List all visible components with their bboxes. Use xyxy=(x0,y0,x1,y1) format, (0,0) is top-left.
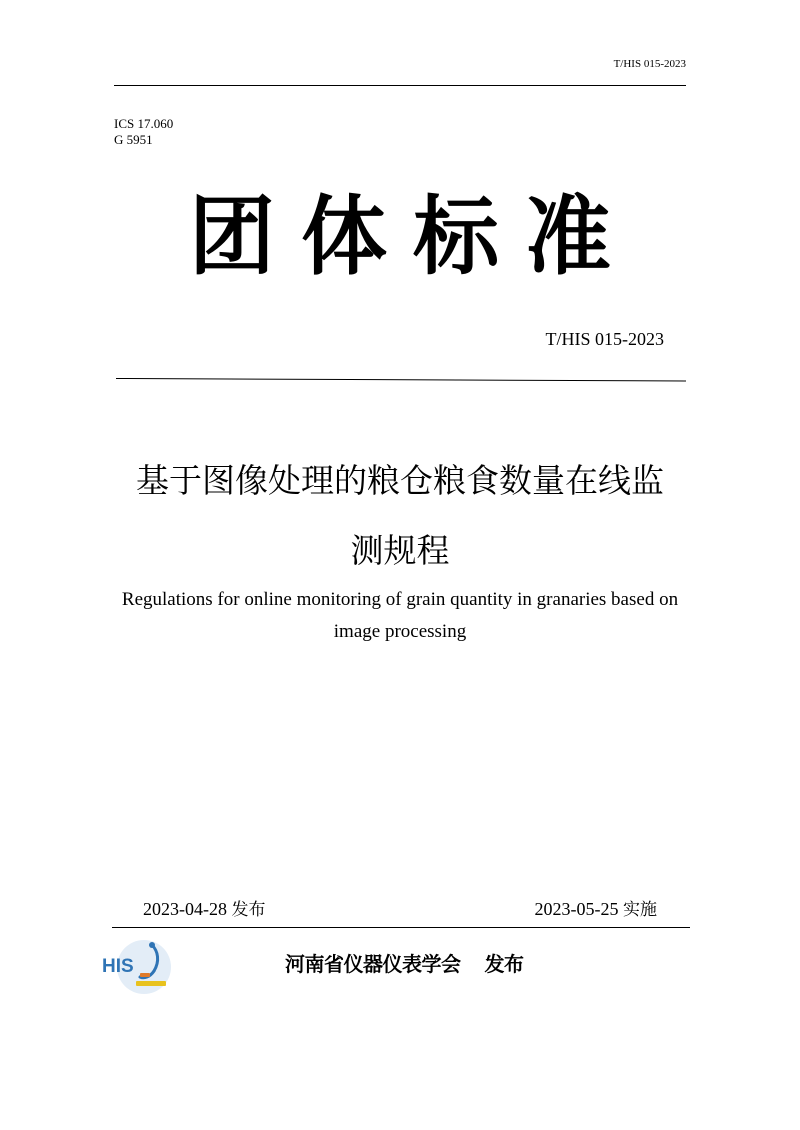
publisher-logo xyxy=(100,937,176,997)
title-chinese-line-1: 基于图像处理的粮仓粮食数量在线监 xyxy=(136,461,664,500)
title-chinese xyxy=(0,446,800,586)
bottom-rule xyxy=(112,927,690,928)
issue-date-block xyxy=(143,895,266,920)
logo-text: HIS xyxy=(102,956,134,977)
header-rule xyxy=(114,85,686,86)
implement-label: 实施 xyxy=(623,900,657,920)
implement-date-block xyxy=(535,895,658,920)
title-english-line-2: image processing xyxy=(333,621,467,642)
issue-date: 2023-04-28 xyxy=(143,899,227,919)
standard-number: T/HIS 015-2023 xyxy=(545,329,664,349)
ccs-code: G 5951 xyxy=(114,132,153,147)
title-chinese-line-2: 测规程 xyxy=(350,531,450,570)
publisher-action: 发布 xyxy=(484,952,524,976)
publisher-line xyxy=(285,948,524,977)
ics-code: ICS 17.060 xyxy=(114,116,174,131)
issue-label: 发布 xyxy=(231,900,266,920)
document-kind-title: 团体标准 xyxy=(189,186,637,287)
header-doc-code: T/HIS 015-2023 xyxy=(613,58,686,70)
main-rule xyxy=(116,378,686,381)
publisher-name: 河南省仪器仪表学会 xyxy=(285,952,461,976)
classification-block xyxy=(114,116,173,148)
microscope-logo-icon xyxy=(100,937,176,997)
implement-date: 2023-05-25 xyxy=(534,899,619,919)
title-english-line-1: Regulations for online monitoring of grain quantity in granaries based on xyxy=(121,589,679,610)
title-english xyxy=(0,584,800,648)
